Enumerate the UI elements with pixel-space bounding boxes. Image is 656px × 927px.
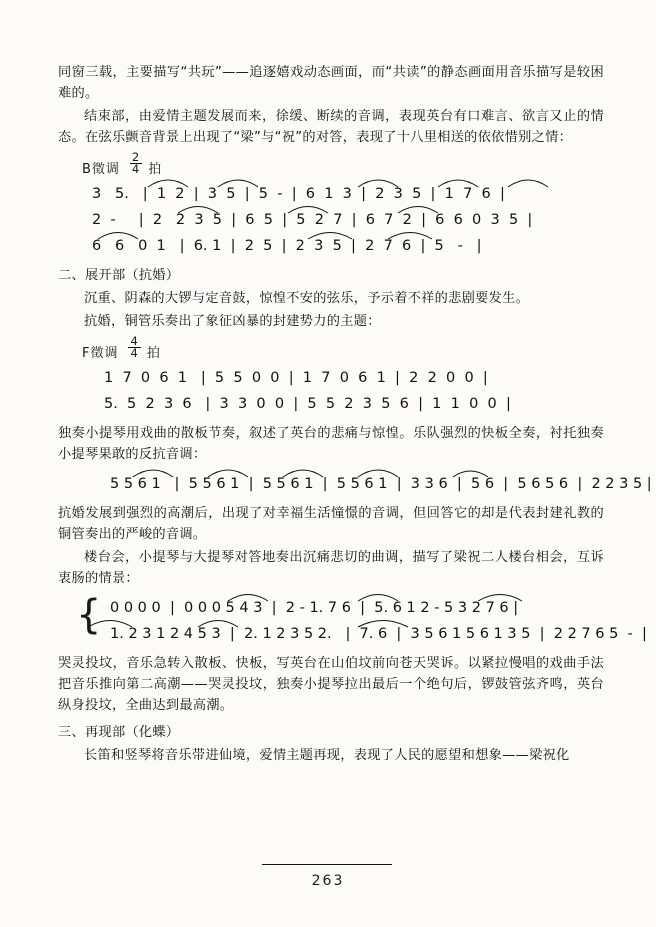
score-2-line-2: 5. 5 2 3 6 | 3 3 0 0 | 5 5 2 3 5 6 | 1 1 0 0 | (104, 396, 511, 412)
score-1-line-2: 2 - | 2 2 3 5 | 6 5 | 5 2 7 | 6 7 2 | 6 6 0 3 5 | (92, 212, 533, 228)
score-1-meter-numerator: 2 (131, 150, 141, 164)
music-score-2 (58, 334, 604, 417)
music-score-4 (58, 592, 647, 647)
score-1-meter (130, 152, 142, 175)
score-1-line-3: 6 6 0 1 | 6. 1 | 2 5 | 2 3 5 | 2 7 6 | 5 - | (92, 238, 482, 254)
page-number: 263 (311, 873, 345, 889)
score-3-line-1: 5 5 6 1 | 5 5 6 1 | 5 5 6 1 | 5 5 6 1 | 3 3 6 | 5 6 | 5 6 5 6 | 2 2 3 5 | (110, 476, 652, 492)
score-2-meter-denominator: 4 (130, 346, 139, 360)
paragraph-3: 沉重、阴森的大锣与定音鼓，惊惶不安的弦乐，予示着不祥的悲剧要发生。 (84, 291, 530, 306)
score-1-key-label: B徵调 (82, 162, 120, 177)
score-2-line-1: 1 7 0 6 1 | 5 5 0 0 | 1 7 0 6 1 | 2 2 0 0 | (104, 370, 488, 386)
score-2-key-label: F徵调 (82, 346, 119, 361)
page-content (58, 62, 652, 768)
music-score-1 (58, 150, 604, 259)
heading-section-3: 三、再现部（化蝶） (58, 725, 180, 740)
paragraph-4: 抗婚，铜管乐奏出了象征凶暴的封建势力的主题： (84, 314, 381, 329)
paragraph-2: 结束部，由爱情主题发展而来，徐缓、断续的音调，表现英台有口难言、欲言又止的情态。在弦乐颤音背景上出现了“梁”与“祝”的对答，表现了十八里相送的依依惜别之情： (58, 109, 604, 145)
score-1-meter-denominator: 4 (131, 162, 141, 176)
paragraph-7: 楼台会，小提琴与大提琴对答地奏出沉痛悲切的曲调，描写了梁祝二人楼台相会，互诉衷肠的情景： (58, 550, 604, 586)
score-1-line-1: 3 5. | 1 2 | 3 5 | 5 - | 6 1 3 | 2 3 5 | 1 7 6 | (92, 186, 505, 202)
score-4-line-2: 1. 2 3 1 2 4 5 3 | 2. 1 2 3 5 2. | 7. 6 | 3 5 6 1 5 6 1 3 5 | 2 2 7 6 5 - | (110, 626, 647, 642)
paragraph-1: 同窗三载，主要描写“共玩”——追逐嬉戏动态画面，而“共读”的静态画面用音乐描写是较困难的。 (58, 65, 604, 101)
score-4-brace: { (76, 592, 102, 638)
score-4-line-1: 0 0 0 0 | 0 0 0 5 4 3 | 2 - 1. 7 6 | 5. 6 1 2 - 5 3 2 7 6 | (110, 600, 519, 616)
paragraph-8: 哭灵投坟，音乐急转入散板、快板，写英台在山伯坟前向苍天哭诉。以紧拉慢唱的戏曲手法把音乐推向第二高潮——哭灵投坟，独奏小提琴拉出最后一个绝句后，锣鼓管弦齐鸣，英台纵身投坟，全曲达到最高潮。 (58, 656, 604, 713)
score-2-meter (128, 336, 140, 359)
footer-rule (262, 864, 392, 865)
score-2-meter-numerator: 4 (130, 334, 139, 348)
score-1-beat-label: 拍 (148, 162, 163, 177)
paragraph-6: 抗婚发展到强烈的高潮后，出现了对幸福生活憧憬的音调，但回答它的却是代表封建礼教的铜管奏出的严峻的音调。 (58, 506, 604, 542)
music-score-3 (58, 471, 652, 497)
paragraph-9: 长笛和竖琴将音乐带进仙境，爱情主题再现，表现了人民的愿望和想象——梁祝化 (84, 748, 570, 763)
paragraph-5: 独奏小提琴用戏曲的散板节奏，叙述了英台的悲痛与惊惶。乐队强烈的快板全奏，衬托独奏小提琴果敢的反抗音调： (58, 426, 604, 462)
score-2-beat-label: 拍 (146, 346, 161, 361)
score-2-key-line (82, 334, 604, 361)
score-1-key-line (82, 150, 604, 177)
heading-section-2: 二、展开部（抗婚） (58, 268, 180, 283)
